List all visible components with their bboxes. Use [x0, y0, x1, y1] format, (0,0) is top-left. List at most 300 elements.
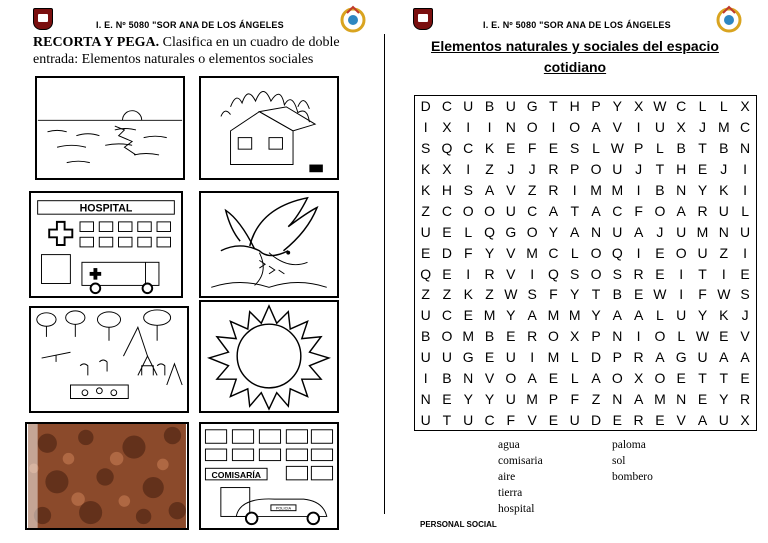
grid-letter[interactable]: B	[676, 140, 686, 157]
grid-letter[interactable]: Y	[570, 286, 580, 303]
grid-letter[interactable]: T	[698, 265, 707, 282]
grid-letter[interactable]: F	[506, 411, 516, 428]
grid-letter[interactable]: O	[569, 119, 581, 136]
grid-letter[interactable]: S	[612, 265, 622, 282]
grid-letter[interactable]: K	[719, 307, 729, 324]
police-station-image	[199, 422, 339, 530]
grid-letter[interactable]: Z	[421, 286, 430, 303]
sun-image	[199, 300, 339, 413]
school-crest-icon	[33, 8, 53, 30]
grid-letter[interactable]: M	[717, 119, 730, 136]
grid-letter[interactable]: A	[484, 182, 495, 198]
grid-letter[interactable]: U	[612, 223, 623, 240]
word-item: tierra	[498, 487, 523, 499]
grid-letter[interactable]: L	[570, 349, 579, 366]
grid-letter[interactable]: E	[633, 286, 644, 303]
grid-letter[interactable]: U	[420, 349, 431, 366]
grid-letter[interactable]: P	[612, 349, 622, 366]
grid-letter[interactable]: I	[423, 119, 428, 136]
hospital-image	[29, 191, 183, 298]
grid-letter[interactable]: R	[633, 349, 644, 366]
grid-letter[interactable]: N	[612, 328, 623, 345]
grid-letter[interactable]: A	[527, 307, 537, 324]
grid-letter[interactable]: B	[484, 328, 495, 345]
grid-letter[interactable]: N	[590, 223, 602, 240]
grid-letter[interactable]: Y	[697, 307, 708, 324]
grid-letter[interactable]: K	[463, 286, 473, 303]
grid-letter[interactable]: C	[740, 119, 751, 136]
grid-letter[interactable]: U	[505, 349, 516, 366]
grid-letter[interactable]: Y	[719, 390, 729, 407]
grid-letter[interactable]: K	[719, 182, 729, 198]
grid-letter[interactable]: X	[676, 119, 686, 136]
grid-letter[interactable]: V	[506, 244, 516, 261]
grid-letter[interactable]: L	[464, 223, 473, 240]
grid-letter[interactable]: H	[676, 161, 687, 178]
grid-letter[interactable]: E	[697, 390, 708, 407]
grid-letter[interactable]: P	[633, 140, 644, 157]
grid-letter[interactable]: J	[699, 119, 706, 136]
instruction-text	[33, 34, 363, 68]
grid-letter[interactable]: M	[654, 390, 666, 407]
grid-letter[interactable]: B	[420, 328, 431, 345]
grid-letter[interactable]: E	[484, 349, 495, 366]
grid-letter[interactable]: Y	[484, 390, 495, 407]
grid-letter[interactable]: L	[741, 202, 749, 219]
grid-row	[415, 347, 757, 368]
grid-row	[415, 284, 757, 305]
grid-letter[interactable]: M	[547, 307, 560, 324]
grid-letter[interactable]: Q	[420, 265, 432, 282]
dove-image	[199, 191, 339, 298]
grid-letter[interactable]: C	[441, 307, 452, 324]
grid-letter[interactable]: L	[656, 140, 664, 157]
grid-row	[415, 368, 757, 389]
grid-letter[interactable]: I	[487, 119, 492, 136]
grid-letter[interactable]: E	[463, 307, 473, 324]
grid-letter[interactable]: L	[592, 140, 600, 157]
grid-letter[interactable]: E	[719, 328, 729, 345]
grid-letter[interactable]: U	[420, 223, 431, 240]
grid-letter[interactable]: R	[548, 182, 559, 198]
grid-letter[interactable]: U	[463, 98, 474, 115]
grid-letter[interactable]: P	[591, 328, 601, 345]
grid-letter[interactable]: I	[530, 349, 535, 366]
grid-letter[interactable]: T	[570, 202, 579, 219]
grid-letter[interactable]: T	[655, 161, 665, 178]
grid-letter[interactable]: I	[636, 119, 641, 136]
grid-letter[interactable]: C	[441, 98, 452, 115]
grid-letter[interactable]: N	[612, 390, 623, 407]
grid-letter[interactable]: U	[505, 390, 516, 407]
grid-letter[interactable]: U	[697, 244, 708, 261]
grid-letter[interactable]: A	[633, 307, 644, 324]
grid-letter[interactable]: B	[484, 98, 495, 115]
grid-letter[interactable]: U	[463, 411, 474, 428]
grid-letter[interactable]: N	[420, 390, 431, 407]
grid-letter[interactable]: E	[697, 161, 708, 178]
grid-letter[interactable]: V	[676, 411, 686, 428]
grid-row	[415, 242, 757, 263]
grid-letter[interactable]: E	[420, 244, 431, 261]
grid-letter[interactable]: R	[484, 265, 495, 282]
grid-letter[interactable]: U	[420, 307, 431, 324]
grid-letter[interactable]: E	[740, 265, 750, 282]
subject-footer: PERSONAL SOCIAL	[420, 520, 497, 529]
grid-letter[interactable]: M	[590, 182, 602, 198]
grid-letter[interactable]: U	[505, 98, 516, 115]
grid-letter[interactable]: X	[442, 119, 452, 136]
grid-letter[interactable]: S	[463, 182, 473, 198]
grid-letter[interactable]: A	[612, 307, 622, 324]
grid-letter[interactable]: I	[743, 182, 748, 198]
grid-letter[interactable]: R	[633, 265, 644, 282]
grid-letter[interactable]: I	[466, 119, 471, 136]
grid-letter[interactable]: U	[420, 411, 431, 428]
grid-letter[interactable]: I	[636, 244, 641, 261]
grid-letter[interactable]: Y	[506, 307, 516, 324]
grid-letter[interactable]: A	[740, 349, 750, 366]
grid-letter[interactable]: I	[721, 265, 726, 282]
grid-letter[interactable]: E	[676, 370, 686, 387]
grid-letter[interactable]: U	[569, 411, 580, 428]
title-line-2: cotidiano	[543, 59, 607, 75]
grid-letter[interactable]: X	[740, 98, 750, 115]
grid-letter[interactable]: O	[590, 161, 602, 178]
grid-letter[interactable]: Z	[485, 286, 494, 303]
grid-letter[interactable]: O	[654, 328, 666, 345]
grid-letter[interactable]: E	[442, 265, 452, 282]
grid-letter[interactable]: Q	[441, 140, 453, 157]
grid-letter[interactable]: U	[441, 349, 452, 366]
grid-letter[interactable]: W	[610, 140, 624, 157]
grid-letter[interactable]: N	[718, 223, 729, 240]
grid-letter[interactable]: E	[548, 140, 559, 157]
grid-letter[interactable]: B	[719, 140, 729, 157]
grid-letter[interactable]: C	[548, 244, 559, 261]
grid-letter[interactable]: H	[569, 98, 580, 115]
grid-letter[interactable]: L	[677, 328, 686, 345]
grid-letter[interactable]: G	[526, 98, 538, 115]
grid-letter[interactable]: M	[526, 390, 538, 407]
grid-letter[interactable]: N	[505, 119, 516, 136]
earth-soil-image	[25, 422, 189, 530]
grid-letter[interactable]: M	[611, 182, 624, 198]
grid-letter[interactable]: I	[636, 328, 641, 345]
grid-letter[interactable]: B	[655, 182, 665, 198]
grid-letter[interactable]: D	[441, 244, 452, 261]
grid-letter[interactable]: U	[612, 161, 623, 178]
grid-letter[interactable]: E	[506, 140, 516, 157]
grid-letter[interactable]: X	[740, 411, 750, 428]
grid-letter[interactable]: V	[612, 119, 622, 136]
grid-letter[interactable]: J	[635, 161, 643, 178]
word-list-column-1	[498, 437, 543, 517]
playground-image	[29, 306, 189, 413]
school-name-left: I. E. Nº 5080 "SOR ANA DE LOS ÁNGELES	[96, 20, 284, 30]
grid-letter[interactable]: E	[548, 411, 559, 428]
grid-row	[415, 305, 757, 326]
grid-letter[interactable]: K	[420, 161, 431, 178]
grid-letter[interactable]: S	[740, 286, 750, 303]
grid-letter[interactable]: I	[679, 286, 684, 303]
grid-letter[interactable]: S	[570, 265, 580, 282]
grid-letter[interactable]: Q	[484, 223, 495, 240]
hospital-sign: HOSPITAL	[79, 202, 133, 215]
grid-letter[interactable]: L	[570, 244, 579, 261]
grid-letter[interactable]: M	[696, 223, 709, 240]
grid-letter[interactable]: T	[698, 140, 707, 157]
grid-letter[interactable]: R	[548, 161, 559, 178]
grid-letter[interactable]: J	[741, 307, 749, 324]
word-item: agua	[498, 439, 520, 451]
grid-letter[interactable]: V	[484, 370, 495, 387]
grid-letter[interactable]: V	[527, 411, 537, 428]
grid-letter[interactable]: F	[549, 286, 558, 303]
grid-letter[interactable]: G	[505, 223, 517, 240]
grid-letter[interactable]: M	[568, 307, 581, 324]
grid-letter[interactable]: O	[462, 202, 474, 219]
grid-letter[interactable]: C	[676, 98, 687, 115]
grid-letter[interactable]: C	[441, 202, 452, 219]
police-car-label: POLICIA	[275, 506, 292, 511]
sea-sunset-image	[35, 76, 185, 180]
grid-letter[interactable]: A	[697, 411, 708, 428]
police-station-sign: COMISARÍA	[211, 469, 262, 480]
grid-letter[interactable]: P	[548, 390, 559, 407]
grid-letter[interactable]: N	[463, 370, 474, 387]
grid-row	[415, 96, 757, 117]
grid-letter[interactable]: Y	[484, 244, 495, 261]
grid-letter[interactable]: F	[634, 202, 643, 219]
grid-letter[interactable]: K	[420, 182, 431, 198]
grid-letter[interactable]: V	[740, 328, 750, 345]
grid-letter[interactable]: L	[698, 98, 707, 115]
grid-letter[interactable]: U	[676, 307, 687, 324]
grid-letter[interactable]: A	[676, 202, 686, 219]
grid-letter[interactable]: L	[719, 98, 728, 115]
grid-letter[interactable]: P	[591, 98, 601, 115]
grid-letter[interactable]: D	[590, 411, 602, 428]
grid-letter[interactable]: O	[505, 370, 517, 387]
grid-letter[interactable]: F	[527, 140, 537, 157]
grid-letter[interactable]: D	[590, 349, 602, 366]
grid-letter[interactable]: C	[612, 202, 623, 219]
grid-letter[interactable]: A	[570, 223, 580, 240]
grid-letter[interactable]: G	[462, 349, 474, 366]
grid-letter[interactable]: Y	[548, 223, 559, 240]
grid-letter[interactable]: O	[611, 370, 623, 387]
grid-letter[interactable]: M	[462, 328, 475, 345]
word-search-title	[410, 36, 740, 78]
burning-house-image	[199, 76, 339, 180]
grid-letter[interactable]: B	[612, 286, 622, 303]
word-item: comisaria	[498, 455, 543, 467]
grid-letter[interactable]: U	[718, 202, 729, 219]
grid-letter[interactable]: R	[527, 328, 538, 345]
grid-letter[interactable]: V	[506, 265, 516, 282]
grid-row	[415, 388, 757, 409]
grid-letter[interactable]: E	[442, 223, 452, 240]
grid-letter[interactable]: X	[633, 98, 644, 115]
grid-letter[interactable]: I	[743, 244, 748, 261]
grid-letter[interactable]: A	[591, 370, 601, 387]
grid-letter[interactable]: Y	[463, 390, 473, 407]
grid-letter[interactable]: E	[548, 370, 559, 387]
grid-letter[interactable]: O	[654, 202, 666, 219]
school-name-right: I. E. Nº 5080 "SOR ANA DE LOS ÁNGELES	[483, 20, 671, 30]
grid-letter[interactable]: W	[504, 286, 518, 303]
grid-letter[interactable]: T	[442, 411, 452, 428]
grid-letter[interactable]: N	[676, 182, 687, 198]
grid-letter[interactable]: I	[466, 265, 471, 282]
word-item: paloma	[612, 439, 646, 451]
grid-letter[interactable]: K	[484, 140, 495, 157]
grid-letter[interactable]: Y	[591, 307, 601, 324]
grid-letter[interactable]: P	[570, 161, 580, 178]
school-medal-icon-right	[714, 4, 744, 34]
grid-row	[415, 326, 757, 347]
grid-letter[interactable]: F	[698, 286, 707, 303]
grid-letter[interactable]: I	[423, 370, 428, 387]
grid-letter[interactable]: Z	[485, 161, 494, 178]
grid-letter[interactable]: S	[527, 286, 537, 303]
grid-letter[interactable]: O	[484, 202, 495, 219]
grid-letter[interactable]: J	[528, 161, 536, 178]
grid-letter[interactable]: E	[442, 390, 452, 407]
grid-letter[interactable]: E	[740, 370, 750, 387]
grid-letter[interactable]: F	[570, 390, 579, 407]
grid-letter[interactable]: U	[697, 349, 708, 366]
grid-letter[interactable]: A	[591, 202, 601, 219]
grid-letter[interactable]: G	[675, 349, 687, 366]
grid-row	[415, 159, 757, 180]
grid-row	[415, 180, 757, 201]
word-search-grid[interactable]	[414, 95, 757, 431]
grid-letter[interactable]: A	[655, 349, 665, 366]
instruction-bold: RECORTA Y PEGA.	[33, 35, 160, 50]
grid-letter[interactable]: M	[526, 244, 538, 261]
grid-letter[interactable]: J	[507, 161, 515, 178]
grid-letter[interactable]: J	[720, 161, 728, 178]
word-item: hospital	[498, 503, 535, 515]
grid-letter[interactable]: W	[695, 328, 710, 345]
grid-row	[415, 409, 757, 430]
grid-letter[interactable]: X	[633, 370, 644, 387]
grid-letter[interactable]: I	[551, 119, 556, 136]
grid-letter[interactable]: T	[591, 286, 601, 303]
grid-letter[interactable]: O	[675, 244, 687, 261]
grid-letter[interactable]: U	[654, 119, 665, 136]
grid-letter[interactable]: O	[526, 119, 538, 136]
grid-letter[interactable]: W	[653, 98, 667, 115]
grid-letter[interactable]: E	[506, 328, 516, 345]
grid-letter[interactable]: L	[656, 307, 664, 324]
grid-letter[interactable]: T	[719, 370, 729, 387]
grid-letter[interactable]: Z	[719, 244, 729, 261]
grid-letter[interactable]: I	[572, 182, 577, 198]
word-list-column-2	[612, 437, 653, 485]
grid-letter[interactable]: B	[442, 370, 452, 387]
grid-letter[interactable]: A	[633, 390, 644, 407]
grid-letter[interactable]: Z	[527, 182, 537, 198]
school-crest-icon-right	[413, 8, 433, 30]
grid-letter[interactable]: U	[676, 223, 687, 240]
grid-row	[415, 200, 757, 221]
grid-letter[interactable]: I	[466, 161, 471, 178]
grid-row	[415, 117, 757, 138]
grid-letter[interactable]: W	[653, 286, 667, 303]
grid-letter[interactable]: Z	[442, 286, 452, 303]
grid-letter[interactable]: U	[718, 411, 729, 428]
grid-letter[interactable]: S	[570, 140, 580, 157]
grid-letter[interactable]: L	[570, 370, 579, 387]
grid-letter[interactable]: A	[633, 223, 644, 240]
grid-letter[interactable]: T	[698, 370, 707, 387]
grid-letter[interactable]: S	[420, 140, 431, 157]
grid-letter[interactable]: D	[420, 98, 431, 115]
word-item: sol	[612, 455, 626, 467]
grid-letter[interactable]: I	[636, 182, 641, 198]
grid-letter[interactable]: M	[483, 307, 496, 324]
grid-letter[interactable]: C	[484, 411, 495, 428]
grid-letter[interactable]: O	[441, 328, 453, 345]
grid-letter[interactable]: O	[590, 265, 602, 282]
grid-letter[interactable]: Y	[612, 98, 622, 115]
grid-letter[interactable]: J	[656, 223, 664, 240]
grid-letter[interactable]: R	[697, 202, 708, 219]
grid-letter[interactable]: X	[442, 161, 452, 178]
grid-letter[interactable]: O	[547, 328, 559, 345]
grid-letter[interactable]: A	[527, 370, 537, 387]
grid-letter[interactable]: F	[463, 244, 473, 261]
grid-letter[interactable]: H	[441, 182, 452, 198]
grid-letter[interactable]: E	[655, 265, 665, 282]
grid-letter[interactable]: R	[740, 390, 751, 407]
grid-letter[interactable]: Q	[611, 244, 623, 261]
grid-letter[interactable]: X	[570, 328, 580, 345]
grid-letter[interactable]: R	[633, 411, 644, 428]
grid-letter[interactable]: W	[717, 286, 731, 303]
grid-letter[interactable]: I	[530, 265, 535, 282]
grid-letter[interactable]: N	[676, 390, 687, 407]
grid-letter[interactable]: I	[743, 161, 748, 178]
grid-letter[interactable]: M	[547, 349, 560, 366]
grid-letter[interactable]: T	[549, 98, 558, 115]
grid-letter[interactable]: Y	[697, 182, 708, 198]
grid-letter[interactable]: O	[654, 370, 666, 387]
grid-letter[interactable]: E	[655, 244, 665, 261]
grid-letter[interactable]: U	[740, 223, 751, 240]
grid-letter[interactable]: A	[719, 349, 729, 366]
grid-letter[interactable]: I	[679, 265, 684, 282]
grid-letter[interactable]: N	[740, 140, 751, 157]
grid-letter[interactable]: E	[612, 411, 622, 428]
grid-letter[interactable]: U	[505, 202, 516, 219]
grid-letter[interactable]: Q	[547, 265, 559, 282]
grid-letter[interactable]: V	[506, 182, 516, 198]
grid-letter[interactable]: O	[526, 223, 538, 240]
grid-letter[interactable]: C	[527, 202, 538, 219]
grid-letter[interactable]: A	[548, 202, 559, 219]
grid-letter[interactable]: O	[590, 244, 602, 261]
grid-letter[interactable]: Z	[591, 390, 601, 407]
grid-letter[interactable]: C	[463, 140, 474, 157]
grid-row	[415, 221, 757, 242]
grid-letter[interactable]: Z	[421, 202, 430, 219]
grid-letter[interactable]: A	[591, 119, 601, 136]
grid-letter[interactable]: E	[655, 411, 665, 428]
